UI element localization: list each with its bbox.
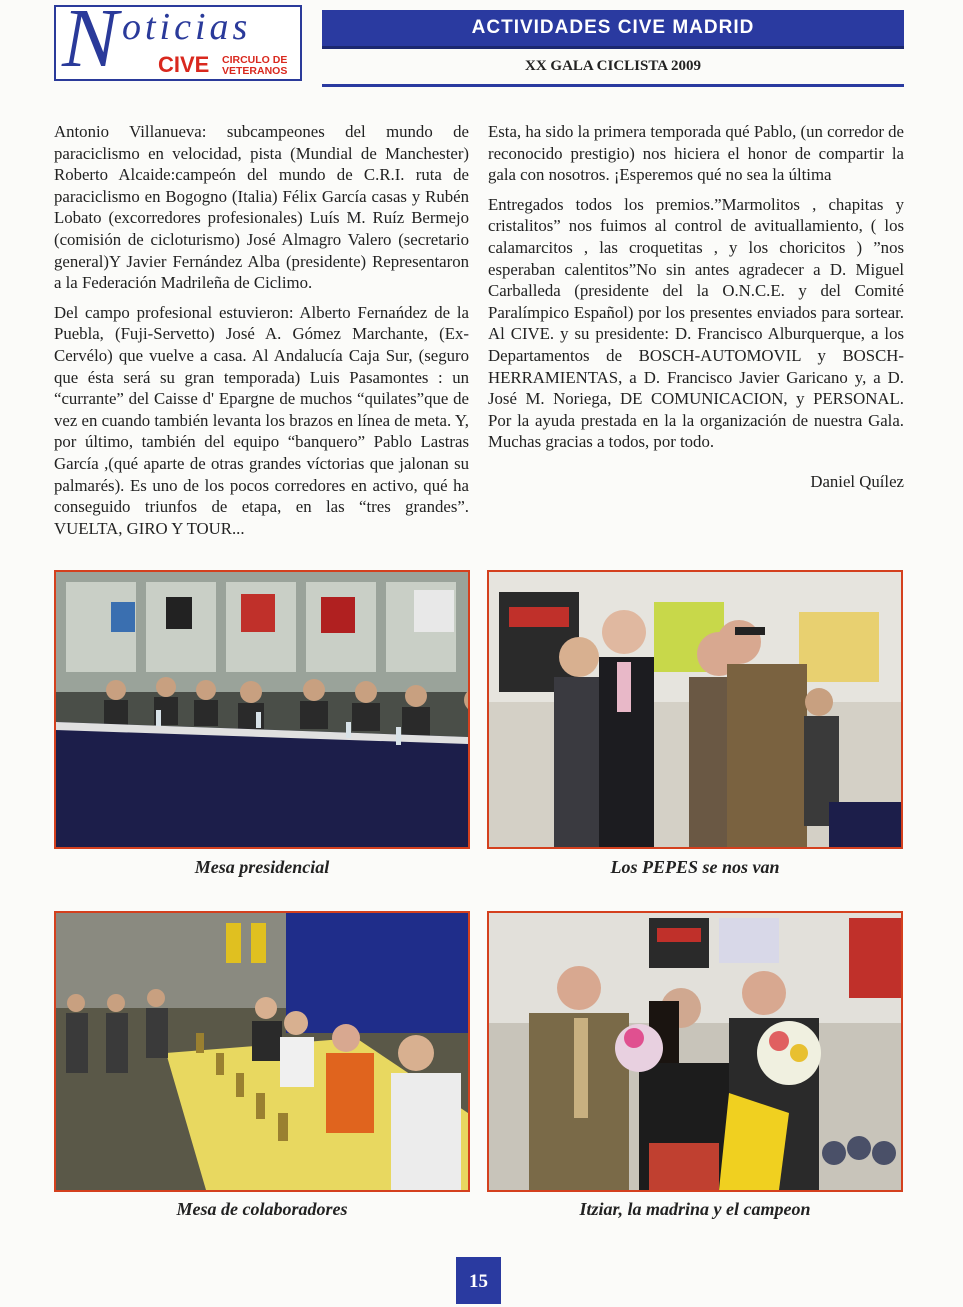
paragraph: Esta, ha sido la primera temporada qué Pablo, (un corredor de reconocido prestigio) nos hiciera el honor de compartir la gala con nosotros. ¡Esperemos qué no sea la última — [488, 122, 904, 185]
noticias-logo — [54, 0, 302, 85]
paragraph: Antonio Villanueva: subcampeones del mundo de paraciclismo en velocidad, pista (Mundial de Manchester) Roberto Alcaide:campeón del mundo de C.R.I. ruta de paraciclismo en Bogogno (Italia) Félix García casas y Rubén Lobato (excorredores profesionales) Luís M. Ruíz Bermejo (comisión de cicloturismo) José Almagro Valero (secretario general)Y Javier Fernández Alba (presidente) Representaron a la Federación Madrileña de Ciclimo. — [54, 122, 469, 293]
section-subtitle: XX GALA CICLISTA 2009 — [524, 58, 701, 74]
logo-cive: CIVE — [158, 52, 210, 77]
page-number: 15 — [456, 1257, 501, 1304]
photo-mesa-presidencial — [54, 570, 470, 849]
article-column-left — [54, 121, 469, 547]
logo-initial: N — [62, 0, 119, 85]
paragraph: Entregados todos los premios.”Marmolitos , chapitas y cristalitos” nos fuimos al control de avituallamiento, ( los calamarcitos , las croquetitas , y los choricitos ) ”nos esperaban calentitos”No sin antes agradecer a D. Miguel Carballeda (presidente del la O.N.C.E. y del Comité Paralímpico Español) por los presentes enviados para sortear. Al CIVE. y su presidente: D. Francisco Alburquerque, a los Departamentos de BOSCH-AUTOMOVIL y BOSCH-HERRAMIENTAS, a D. Francisco Javier Garicano y, a D. José M. Noriega, DE COMUNICACION, y PERSONAL. Por la ayuda prestada en la la organización de nuestra Gala. Muchas gracias a todos, por todo. — [488, 194, 904, 452]
photo-caption: Mesa de colaboradores — [176, 1199, 348, 1219]
author-signature: Daniel Quílez — [810, 471, 904, 491]
logo-sub-line2: VETERANOS — [222, 65, 288, 78]
logo-word: oticias — [122, 6, 252, 48]
photo-los-pepes — [487, 570, 903, 849]
paragraph: Del campo profesional estuvieron: Alberto Fernańdez de la Puebla, (Fuji-Servetto) José A. Gómez Marchante, (Ex-Cervélo) que vuelve a casa. Al Andalucía Caja Sur, (seguro que ésta será su gran temporada) Luis Pasamontes : un “currante” del Caisse d' Epargne de muchos “quilates”que de vez en cuando también levanta los brazos en línea de meta. Y, por último, también del equipo “banquero” Pablo Lastras García ,(qué aparte de otras grandes víctorias que jalonan su palmarés). Es uno de los pocos corredores en activo, qué ha conseguido triunfos de etapa, en las “tres grandes”. VUELTA, GIRO Y TOUR... — [54, 302, 469, 538]
logo-subtitle — [222, 55, 287, 77]
photo-caption: Los PEPES se nos van — [610, 857, 780, 877]
logo-sub-line1: CIRCULO DE — [222, 54, 288, 66]
photo-caption: Itziar, la madrina y el campeon — [579, 1199, 811, 1219]
photo-itziar-madrina — [487, 911, 903, 1192]
article-column-right — [488, 121, 904, 501]
photo-mesa-colaboradores — [54, 911, 470, 1192]
section-header: ACTIVIDADES CIVE MADRID — [322, 10, 904, 49]
photo-caption: Mesa presidencial — [194, 857, 330, 877]
header-divider — [322, 84, 904, 87]
